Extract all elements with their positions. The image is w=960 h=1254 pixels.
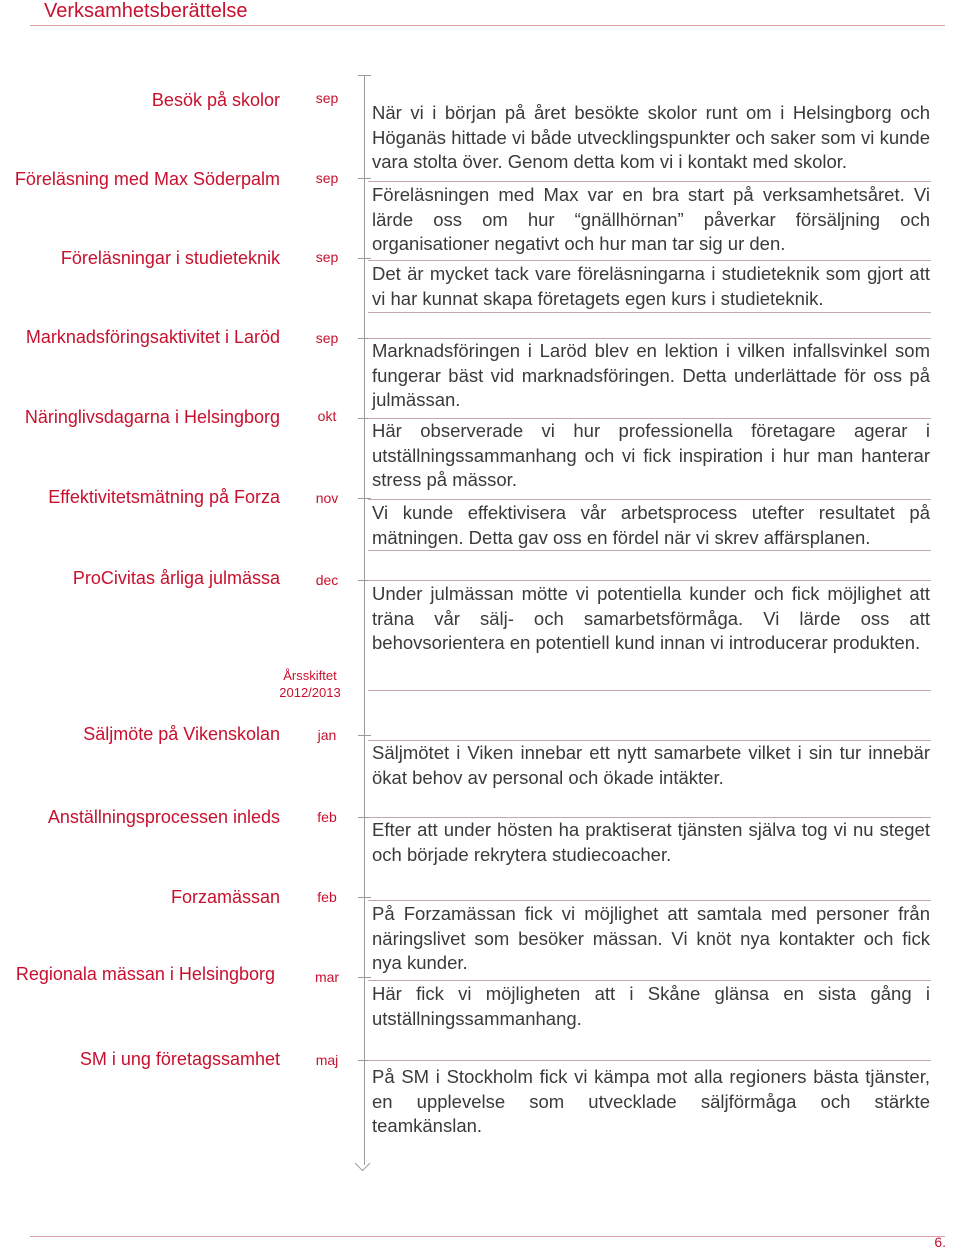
event-label: Näringlivsdagarna i Helsingborg [24,407,280,427]
event-description: Det är mycket tack vare föreläsningarna i studieteknik som gjort att vi har kunnat skapa företagets egen kurs i studieteknik. [372,263,930,309]
timeline-tick [358,735,371,736]
section-divider [368,980,931,981]
event-label: Säljmöte på Vikenskolan [83,724,280,744]
event-description: Marknadsföringen i Laröd blev en lektion i vilken infallsvinkel som fungerar bäst vid marknadsföringen. Detta underlättade för oss på julmässan. [372,340,930,410]
section-divider [368,580,931,581]
month-label: sep [315,90,339,106]
timeline-tick [358,258,371,259]
month-label: sep [315,330,339,346]
event-label: Besök på skolor [151,90,280,110]
section-divider [368,260,931,261]
year-shift-years: 2012/2013 [279,685,341,700]
event-description: Föreläsningen med Max var en bra start på verksamhetsåret. Vi lärde oss om hur “gnällhörnan” påverkar försäljning och organisationer negativt och hur man tar sig ur den. [372,184,930,254]
event-label: Anställningsprocessen inleds [47,807,280,827]
event-label: Marknadsföringsaktivitet i Laröd [25,327,280,347]
page-number: 6. [934,1234,946,1250]
section-divider [368,690,931,691]
section-divider [368,499,931,500]
month-label: okt [317,408,337,424]
month-label: feb [317,889,337,905]
event-description: På SM i Stockholm fick vi kämpa mot alla regioners bästa tjänster, en upplevelse som utvecklade säljförmåga och stärkte teamkänslan. [372,1066,930,1136]
month-label: dec [315,572,339,588]
timeline-arrow-icon [355,1156,371,1172]
year-shift-title: Årsskiftet [283,668,337,683]
event-label: ProCivitas årliga julmässa [72,568,280,588]
event-description: Här observerade vi hur professionella företagare agerar i utställningssammanhang och vi fick inspiration i hur man hanterar stress på mässor. [372,420,930,490]
section-divider [368,550,931,551]
month-label: feb [317,809,337,825]
event-description: När vi i början på året besökte skolor runt om i Helsingborg och Höganäs hittade vi både utvecklingspunkter och saker som vi kunde vara stolta över. Genom detta kom vi i kontakt med skolor. [372,102,930,172]
month-label: maj [315,1052,339,1068]
timeline-tick [358,977,371,978]
event-description: Efter att under hösten ha praktiserat tjänsten själva tog vi nu steget och började rekrytera studiecoacher. [372,819,930,865]
event-label: Effektivitetsmätning på Forza [48,487,280,507]
event-description: Under julmässan mötte vi potentiella kunder och fick möjlighet att träna vår sälj- och samarbetsförmåga. Vi lärde oss att behovsorientera en potentiell kund innan vi introducerar produkten. [372,583,930,653]
event-label: Forzamässan [170,887,280,907]
month-label: nov [315,490,339,506]
timeline-axis [364,75,365,1165]
section-divider [368,900,931,901]
section-divider [368,181,931,182]
event-label: Föreläsningar i studieteknik [60,248,280,268]
event-label: SM i ung företagssamhet [79,1049,280,1069]
timeline-tick [358,897,371,898]
event-label: Regionala mässan i Helsingborg [15,964,275,984]
header-divider [30,25,945,26]
page-header-title: Verksamhetsberättelse [44,0,248,22]
event-description: Vi kunde effektivisera vår arbetsprocess utefter resultatet på mätningen. Detta gav oss en fördel när vi skrev affärsplanen. [372,502,930,548]
year-shift-label [270,667,350,701]
month-label: mar [314,969,340,985]
event-description: På Forzamässan fick vi möjlighet att samtala med personer från näringslivet som besöker mässan. Vi knöt nya kontakter och fick nya kunder. [372,903,930,973]
event-description: Säljmötet i Viken innebar ett nytt samarbete vilket i sin tur innebär ökat behov av personal och ökade intäkter. [372,742,930,788]
footer-divider [30,1236,945,1237]
timeline-start-cap [358,75,371,76]
event-label: Föreläsning med Max Söderpalm [14,169,280,189]
timeline-tick [358,178,371,179]
month-label: sep [315,249,339,265]
section-divider [368,312,931,313]
section-divider [368,1060,931,1061]
month-label: sep [315,170,339,186]
month-label: jan [317,727,337,743]
event-description: Här fick vi möjligheten att i Skåne glänsa en sista gång i utställningssammanhang. [372,983,930,1029]
